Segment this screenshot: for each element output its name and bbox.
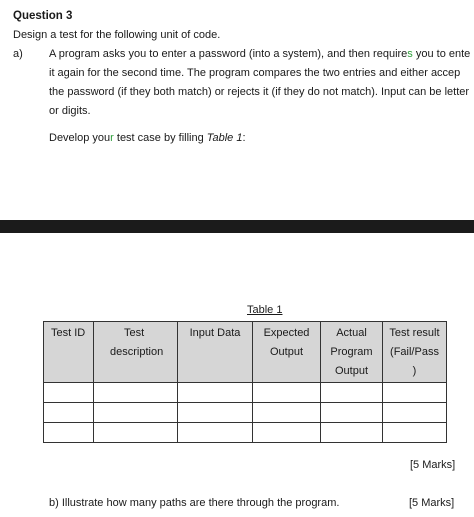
table-cell[interactable] — [94, 383, 178, 403]
table-cell[interactable] — [44, 383, 94, 403]
text-segment: test case by filling — [113, 132, 207, 144]
table-cell[interactable] — [253, 383, 321, 403]
table-cell[interactable] — [383, 423, 447, 443]
test-case-table — [43, 321, 447, 443]
part-a-line-3: the password (if they both match) or rejects it (if they do not match). Input can be letter — [49, 86, 470, 98]
table-caption: Table 1 — [247, 304, 283, 316]
question-intro: Design a test for the following unit of code. — [13, 29, 221, 41]
part-a-instruction — [49, 132, 246, 144]
part-a-line-4: or digits. — [49, 105, 91, 117]
header-text: Test — [124, 327, 145, 339]
table-header-row — [44, 322, 447, 383]
header-text: Expected — [263, 327, 310, 339]
part-b-question: b) Illustrate how many paths are there through the program. — [49, 497, 340, 509]
table-cell[interactable] — [383, 403, 447, 423]
table-cell[interactable] — [44, 423, 94, 443]
header-text: Test ID — [51, 327, 86, 339]
header-text: Actual — [336, 327, 367, 339]
header-test-result — [383, 322, 447, 383]
part-a-line-2: it again for the second time. The program compares the two entries and either accep — [49, 67, 461, 79]
table-cell[interactable] — [383, 383, 447, 403]
header-expected-output — [253, 322, 321, 383]
header-text: Output — [334, 365, 369, 377]
header-text: Input Data — [189, 327, 241, 339]
header-input-data — [178, 322, 253, 383]
part-a-label: a) — [13, 48, 23, 60]
table-cell[interactable] — [321, 403, 383, 423]
table-cell[interactable] — [94, 423, 178, 443]
header-text: Test result — [389, 327, 440, 339]
header-text: description — [110, 346, 164, 358]
header-actual-program-output — [321, 322, 383, 383]
table-row — [44, 403, 447, 423]
highlighted-letter: r — [110, 132, 114, 144]
table-reference: Table 1 — [206, 132, 243, 144]
black-divider-bar — [0, 220, 474, 233]
question-heading: Question 3 — [13, 10, 73, 22]
header-text: ) — [412, 365, 417, 377]
header-test-description — [94, 322, 178, 383]
header-text: Output — [269, 346, 304, 358]
header-text: (Fail/Pass — [390, 346, 439, 358]
marks-part-a: [5 Marks] — [410, 459, 456, 471]
table-cell[interactable] — [178, 423, 253, 443]
table-cell[interactable] — [321, 383, 383, 403]
marks-part-b: [5 Marks] — [409, 497, 455, 509]
table-row — [44, 383, 447, 403]
table-cell[interactable] — [178, 403, 253, 423]
header-text: Program — [330, 346, 373, 358]
table-cell[interactable] — [178, 383, 253, 403]
table-cell[interactable] — [253, 423, 321, 443]
table-row — [44, 423, 447, 443]
table-cell[interactable] — [253, 403, 321, 423]
highlighted-letter: s — [407, 48, 413, 60]
text-segment: you to ente — [412, 48, 471, 60]
table-cell[interactable] — [44, 403, 94, 423]
table-cell[interactable] — [94, 403, 178, 423]
header-test-id — [44, 322, 94, 383]
part-a-line-1 — [49, 48, 470, 60]
text-segment: A program asks you to enter a password (into a system), and then require — [49, 48, 408, 60]
text-segment: : — [242, 132, 246, 144]
table-cell[interactable] — [321, 423, 383, 443]
text-segment: Develop you — [49, 132, 111, 144]
